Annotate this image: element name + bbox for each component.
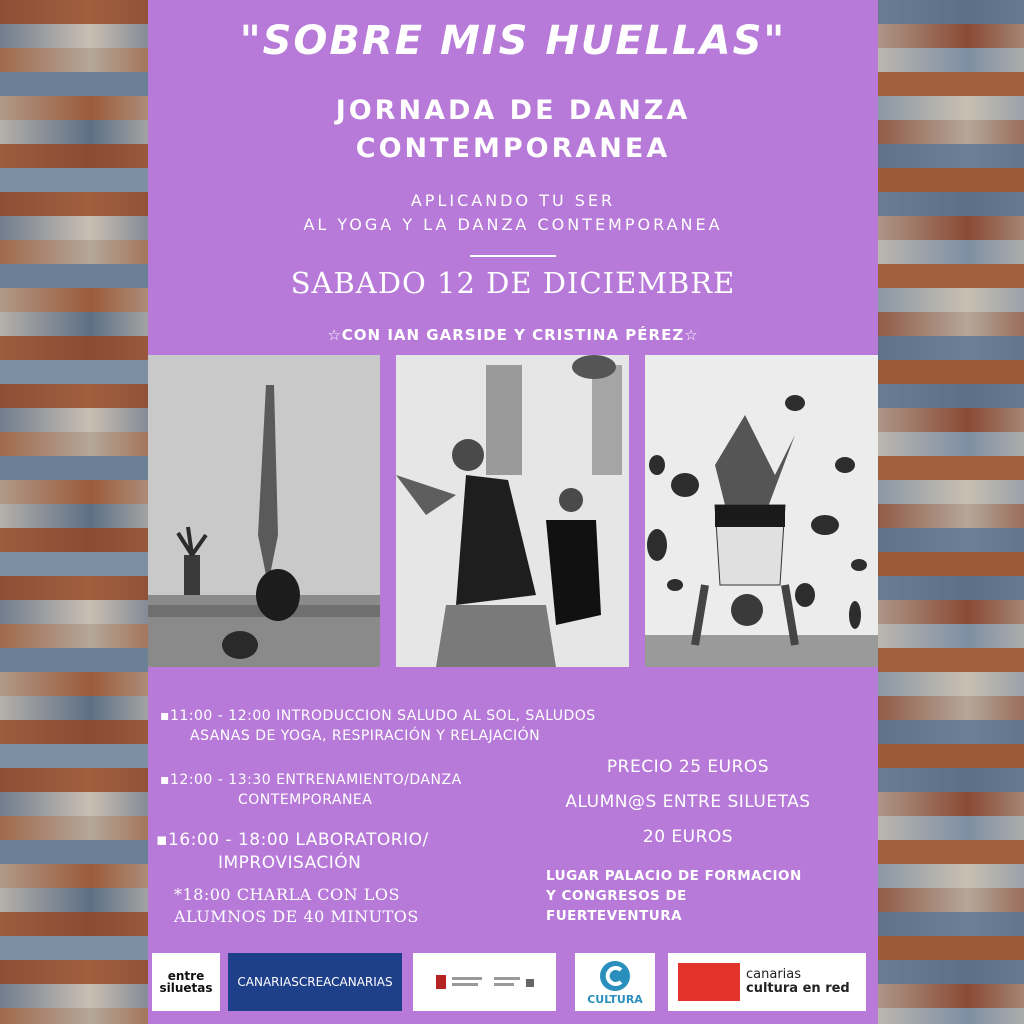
- poster-subtitle: [148, 92, 878, 168]
- stone-row: [0, 288, 148, 315]
- stone-row: [0, 432, 148, 459]
- cultura-en-red-logo-text: cultura en red: [746, 981, 850, 996]
- stone-row: [878, 744, 1024, 771]
- stone-row: [0, 96, 148, 123]
- stone-row: [0, 408, 148, 435]
- canarias-crea-logo-text: CANARIASCREACANARIAS: [237, 975, 393, 989]
- price-line-2: ALUMN@S ENTRE SILUETAS: [565, 792, 811, 812]
- schedule-item-1-line-1: ▪11:00 - 12:00 INTRODUCCION SALUDO AL SOL, SALUDOS: [160, 708, 596, 724]
- stone-row: [878, 792, 1024, 819]
- schedule-item-3: [156, 829, 516, 875]
- stone-row: [878, 576, 1024, 603]
- stone-row: [878, 888, 1024, 915]
- stone-row: [878, 288, 1024, 315]
- stone-row: [0, 0, 148, 27]
- stone-row: [0, 840, 148, 867]
- stone-row: [0, 1008, 148, 1024]
- stone-row: [878, 408, 1024, 435]
- stone-row: [878, 504, 1024, 531]
- stone-row: [878, 48, 1024, 75]
- stone-row: [878, 144, 1024, 171]
- stone-row: [878, 456, 1024, 483]
- stone-row: [878, 936, 1024, 963]
- stone-row: [878, 72, 1024, 99]
- stone-row: [878, 984, 1024, 1011]
- stone-row: [878, 768, 1024, 795]
- stone-row: [0, 792, 148, 819]
- stone-row: [0, 72, 148, 99]
- stone-row: [0, 528, 148, 555]
- tagline-line-1: APLICANDO TU SER: [410, 191, 616, 210]
- schedule-item-2-line-2: CONTEMPORANEA: [238, 792, 373, 808]
- stone-row: [0, 984, 148, 1011]
- stone-row: [0, 672, 148, 699]
- stone-row: [0, 312, 148, 339]
- stone-row: [878, 240, 1024, 267]
- schedule-item-4: [174, 884, 494, 928]
- stone-row: [878, 648, 1024, 675]
- stone-row: [0, 192, 148, 219]
- subtitle-line-1: JORNADA DE DANZA: [335, 95, 691, 126]
- cultura-logo-text: CULTURA: [587, 992, 643, 1006]
- stone-row: [0, 600, 148, 627]
- entre-siluetas-logo: [152, 953, 220, 1011]
- venue-line-1: LUGAR PALACIO DE FORMACION: [546, 868, 802, 884]
- stone-row: [878, 600, 1024, 627]
- schedule-item-1: [160, 706, 640, 746]
- stone-row: [878, 360, 1024, 387]
- stone-row: [878, 312, 1024, 339]
- stone-row: [0, 144, 148, 171]
- stone-row: [878, 432, 1024, 459]
- stone-row: [0, 768, 148, 795]
- stone-row: [0, 624, 148, 651]
- stone-row: [878, 840, 1024, 867]
- stone-row: [0, 48, 148, 75]
- event-date: SABADO 12 DE DICIEMBRE: [290, 266, 736, 300]
- entre-siluetas-logo-text-2: siluetas: [159, 981, 213, 995]
- schedule-item-2-line-1: ▪12:00 - 13:30 ENTRENAMIENTO/DANZA: [160, 772, 462, 788]
- stone-row: [0, 744, 148, 771]
- stone-row: [878, 624, 1024, 651]
- stone-row: [0, 960, 148, 987]
- schedule-item-3-line-1: ▪16:00 - 18:00 LABORATORIO/: [156, 830, 429, 850]
- stone-row: [0, 168, 148, 195]
- stone-row: [0, 576, 148, 603]
- stone-row: [878, 816, 1024, 843]
- hosts: ☆CON IAN GARSIDE Y CRISTINA PÉREZ☆: [327, 326, 699, 344]
- stone-row: [0, 360, 148, 387]
- yoga-headstand-photo: [148, 355, 380, 667]
- stone-row: [0, 456, 148, 483]
- stone-row: [0, 336, 148, 363]
- cultura-en-red-icon: [678, 963, 740, 1001]
- stone-row: [0, 216, 148, 243]
- poster-title: "SOBRE MIS HUELLAS": [239, 18, 787, 64]
- stone-row: [878, 0, 1024, 27]
- stone-row: [0, 864, 148, 891]
- stone-row: [0, 720, 148, 747]
- tagline-line-2: AL YOGA Y LA DANZA CONTEMPORANEA: [303, 215, 723, 234]
- subtitle-line-2: CONTEMPORANEA: [355, 133, 671, 164]
- canarias-crea-canarias-logo: [228, 953, 402, 1011]
- stone-row: [878, 552, 1024, 579]
- stone-row: [878, 864, 1024, 891]
- stone-row: [0, 696, 148, 723]
- divider: [470, 255, 556, 257]
- stone-row: [878, 720, 1024, 747]
- stone-row: [0, 816, 148, 843]
- venue-line-3: FUERTEVENTURA: [546, 908, 683, 924]
- venue-info: [546, 866, 866, 926]
- entre-siluetas-logo-text-1: entre: [167, 969, 205, 983]
- schedule-item-3-line-2: IMPROVISACIÓN: [218, 853, 362, 873]
- stone-row: [0, 648, 148, 675]
- stone-row: [878, 480, 1024, 507]
- stone-row: [878, 336, 1024, 363]
- stone-row: [878, 960, 1024, 987]
- venue-line-2: Y CONGRESOS DE: [546, 888, 687, 904]
- stone-row: [0, 24, 148, 51]
- schedule-item-4-line-2: ALUMNOS DE 40 MINUTOS: [174, 907, 419, 926]
- canarias-logo-text: canarias: [746, 967, 802, 982]
- cultura-c-icon: [598, 959, 632, 993]
- stone-row: [0, 384, 148, 411]
- event-poster: [148, 0, 878, 1024]
- stone-row: [0, 552, 148, 579]
- stone-row: [878, 384, 1024, 411]
- schedule-item-1-line-2: ASANAS DE YOGA, RESPIRACIÓN Y RELAJACIÓN: [190, 728, 541, 744]
- stone-row: [878, 192, 1024, 219]
- price-line-1: PRECIO 25 EUROS: [606, 757, 770, 777]
- stone-row: [878, 696, 1024, 723]
- stone-row: [0, 480, 148, 507]
- schedule-item-4-line-1: *18:00 CHARLA CON LOS: [174, 885, 400, 904]
- cultura-fuerteventura-logo: [575, 953, 655, 1011]
- stone-row: [878, 672, 1024, 699]
- stone-wall-right: [878, 0, 1024, 1024]
- stone-row: [878, 168, 1024, 195]
- stone-row: [878, 96, 1024, 123]
- handstand-photo: [645, 355, 878, 667]
- stone-row: [0, 888, 148, 915]
- stone-wall-left: [0, 0, 148, 1024]
- stone-row: [878, 120, 1024, 147]
- poster-tagline: [148, 189, 878, 237]
- stone-row: [0, 240, 148, 267]
- stone-row: [0, 936, 148, 963]
- stone-row: [878, 264, 1024, 291]
- stone-row: [0, 912, 148, 939]
- canarias-cultura-en-red-logo: [668, 953, 866, 1011]
- stone-row: [878, 912, 1024, 939]
- stone-row: [0, 504, 148, 531]
- stone-row: [878, 24, 1024, 51]
- stone-row: [0, 120, 148, 147]
- stone-row: [878, 528, 1024, 555]
- price-line-3: 20 EUROS: [642, 827, 734, 847]
- stone-row: [0, 264, 148, 291]
- price-info: [518, 750, 858, 855]
- palacio-formacion-logo: [413, 953, 556, 1011]
- stone-row: [878, 216, 1024, 243]
- schedule-item-2: [160, 770, 540, 810]
- dancers-photo: [396, 355, 629, 667]
- stone-row: [878, 1008, 1024, 1024]
